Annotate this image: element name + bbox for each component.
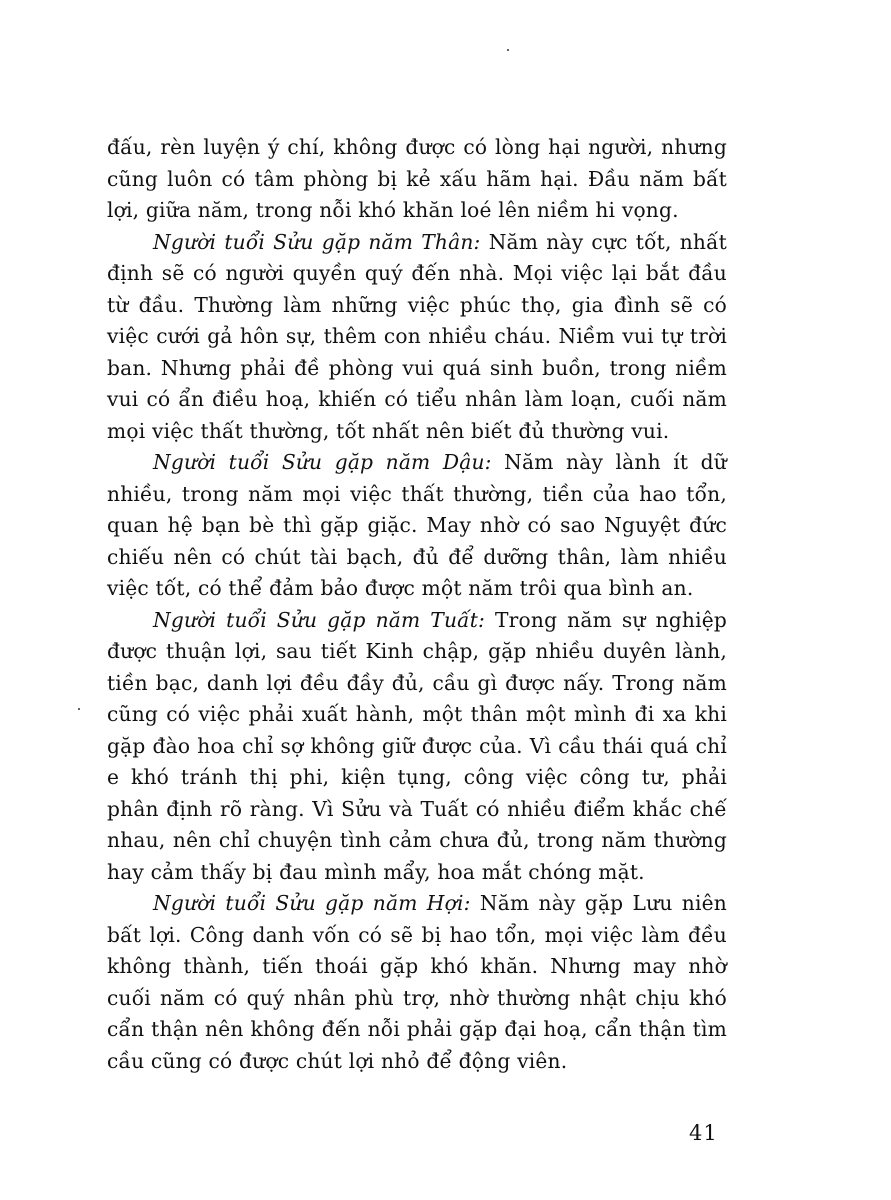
paragraph-than [107, 227, 727, 448]
paragraph-text: đấu, rèn luyện ý chí, không được có lòng hại người, nhưng cũng luôn có tâm phòng bị kẻ xấu hãm hại. Đầu năm bất lợi, giữa năm, trong nỗi khó khăn loé lên niềm hi vọng. [107, 135, 727, 222]
paragraph-tuat [107, 605, 727, 889]
paragraph-lead: Người tuổi Sửu gặp năm Tuất: [153, 607, 486, 632]
paragraph-text: Năm này lành ít dữ nhiều, trong năm mọi việc thất thường, tiền của hao tổn, quan hệ bạn bè thì gặp giặc. May nhờ có sao Nguyệt đức chiếu nên có chút tài bạch, đủ để dưỡng thân, làm nhiều việc tốt, có thể đảm bảo được một năm trôi qua bình an. [107, 450, 727, 600]
paragraph-hoi [107, 888, 727, 1077]
page-number: 41 [689, 1121, 718, 1145]
scan-speck [78, 708, 80, 710]
paragraph-lead: Người tuổi Sửu gặp năm Dậu: [153, 450, 492, 474]
scan-speck [507, 49, 509, 51]
paragraph-text: Năm này gặp Lưu niên bất lợi. Công danh vốn có sẽ bị hao tổn, mọi việc làm đều không thành, tiến thoái gặp khó khăn. Nhưng may nhờ cuối năm có quý nhân phù trợ, nhờ thường nhật chịu khó cẩn thận nên không đến nỗi phải gặp đại hoạ, cẩn thận tìm cầu cũng có được chút lợi nhỏ để động viên. [107, 891, 727, 1073]
paragraph-text: Năm này cực tốt, nhất định sẽ có người quyền quý đến nhà. Mọi việc lại bắt đầu từ đầu. Thường làm những việc phúc thọ, gia đình sẽ có việc cưới gả hôn sự, thêm con nhiều cháu. Niềm vui tự trời ban. Nhưng phải đề phòng vui quá sinh buồn, trong niềm vui có ẩn điều hoạ, khiến có tiểu nhân làm loạn, cuối năm mọi việc thất thường, tốt nhất nên biết đủ thường vui. [107, 229, 727, 443]
paragraph-lead: Người tuổi Sửu gặp năm Hợi: [153, 891, 471, 915]
paragraph-lead: Người tuổi Sửu gặp năm Thân: [153, 229, 481, 254]
body-text [107, 132, 727, 1077]
paragraph-continuation [107, 132, 727, 227]
paragraph-text: Trong năm sự nghiệp được thuận lợi, sau tiết Kinh chập, gặp nhiều duyên lành, tiền bạc, danh lợi đều đầy đủ, cầu gì được nấy. Trong năm cũng có việc phải xuất hành, một thân một mình đi xa khi gặp đào hoa chỉ sợ không giữ được của. Vì cầu thái quá chỉ e khó tránh thị phi, kiện tụng, công việc công tư, phải phân định rõ ràng. Vì Sửu và Tuất có nhiều điểm khắc chế nhau, nên chỉ chuyện tình cảm chưa đủ, trong năm thường hay cảm thấy bị đau mình mẩy, hoa mắt chóng mặt. [107, 607, 728, 884]
paragraph-dau [107, 447, 727, 605]
